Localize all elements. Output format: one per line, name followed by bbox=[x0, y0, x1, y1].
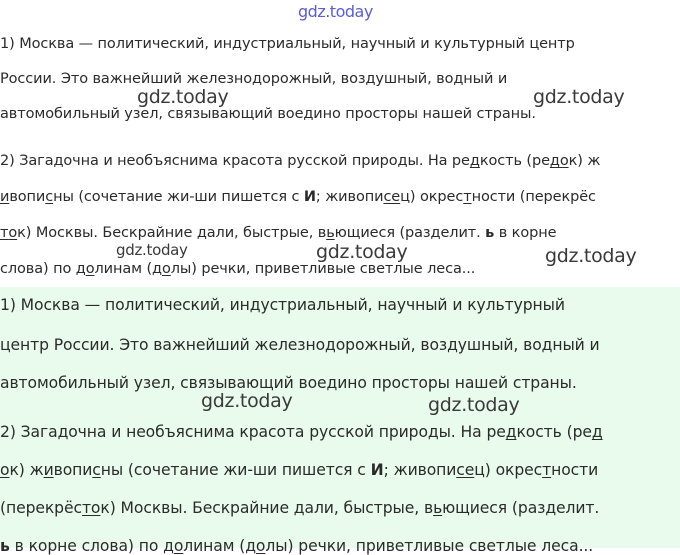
underlined-letter: се bbox=[456, 461, 475, 479]
s1-line2: России. Это важнейший железнодорожный, воздушный, водный и bbox=[0, 71, 508, 87]
text-span: ны (сочетание жи-ши пишется с bbox=[53, 189, 304, 205]
s1-p2-line1 bbox=[0, 153, 600, 169]
text-span: линам (д bbox=[183, 537, 256, 555]
watermark: gdz.today bbox=[533, 86, 625, 108]
text-span: вопи bbox=[53, 461, 93, 479]
s2-p2-line4 bbox=[0, 537, 593, 555]
s2-line1: 1) Москва — политический, индустриальный, научный и культурный bbox=[0, 296, 565, 314]
text-span: вопи bbox=[9, 189, 46, 205]
watermark: gdz.today bbox=[201, 390, 293, 412]
underlined-letter: се bbox=[383, 189, 401, 205]
underlined-letter: о bbox=[85, 261, 95, 277]
text-span: кость (ре bbox=[516, 423, 592, 441]
header-watermark: gdz.today bbox=[298, 2, 373, 21]
text-span: ности (перекрёс bbox=[471, 189, 596, 205]
text-span: к) ж bbox=[9, 461, 44, 479]
text-span: в корне слова) по д bbox=[9, 537, 174, 555]
s2-p2-line3 bbox=[0, 499, 599, 517]
underlined-letter: о bbox=[559, 153, 569, 169]
text-span: слова) по д bbox=[0, 261, 86, 277]
text-span: к) ж bbox=[568, 153, 601, 169]
underlined-letter: с bbox=[45, 189, 54, 205]
watermark: gdz.today bbox=[545, 245, 637, 267]
underlined-letter: о bbox=[0, 461, 10, 479]
underlined-letter: о bbox=[255, 537, 266, 555]
text-span: к) Москвы. Бескрайние дали, быстрые, в bbox=[100, 499, 434, 517]
underlined-letter: с bbox=[92, 461, 101, 479]
s1-p2-line3 bbox=[0, 225, 556, 241]
underlined-letter: о bbox=[161, 261, 171, 277]
text-span: ющиеся (разделит. bbox=[334, 225, 486, 241]
text-span: в корне bbox=[494, 225, 557, 241]
underlined-letter: т bbox=[542, 461, 552, 479]
text-span: ны (сочетание жи-ши пишется с bbox=[100, 461, 371, 479]
text-span: лы) речки, приветливые светлые леса... bbox=[265, 537, 594, 555]
text-span: кость (ре bbox=[479, 153, 550, 169]
underlined-letter: то bbox=[81, 499, 101, 517]
s1-line1: 1) Москва — политический, индустриальный, научный и культурный центр bbox=[0, 36, 575, 52]
text-span: к) Москвы. Бескрайние дали, быстрые, в bbox=[17, 225, 327, 241]
watermark: gdz.today bbox=[428, 394, 520, 416]
underlined-letter: о bbox=[8, 225, 18, 241]
s2-line3: автомобильный узел, связывающий воедино просторы нашей страны. bbox=[0, 374, 577, 392]
text-span: (перекрёс bbox=[0, 499, 82, 517]
bold-letter: И bbox=[303, 189, 316, 205]
underlined-letter: и bbox=[43, 461, 54, 479]
text-span: лы) речки, приветливые светлые леса... bbox=[170, 261, 476, 277]
s2-p2-line1 bbox=[0, 423, 603, 441]
text-span: ности bbox=[551, 461, 599, 479]
text-span: ющиеся (разделит. bbox=[442, 499, 600, 517]
s1-p2-line2 bbox=[0, 189, 596, 205]
bold-letter: И bbox=[370, 461, 384, 479]
bold-letter: ь bbox=[0, 537, 10, 555]
s2-p2-line2 bbox=[0, 461, 598, 479]
text-span: 2) Загадочна и необъяснима красота русской природы. На ре bbox=[0, 153, 470, 169]
watermark: gdz.today bbox=[137, 86, 229, 108]
watermark: gdz.today bbox=[316, 241, 408, 263]
text-span: ; живопи bbox=[383, 461, 457, 479]
underlined-letter: д bbox=[591, 423, 603, 441]
watermark: gdz.today bbox=[116, 241, 188, 259]
underlined-letter: т bbox=[0, 225, 9, 241]
bold-letter: ь bbox=[485, 225, 495, 241]
text-span: линам (д bbox=[94, 261, 162, 277]
s1-line3: автомобильный узел, связывающий воедино просторы нашей страны. bbox=[0, 106, 536, 122]
text-span: 2) Загадочна и необъяснима красота русской природы. На ре bbox=[0, 423, 506, 441]
underlined-letter: и bbox=[0, 189, 10, 205]
underlined-letter: о bbox=[173, 537, 184, 555]
s1-p2-line4 bbox=[0, 261, 475, 277]
text-span: ц) окрес bbox=[474, 461, 543, 479]
s2-line2: центр России. Это важнейший железнодорожный, воздушный, водный и bbox=[0, 336, 600, 354]
underlined-letter: д bbox=[549, 153, 560, 169]
underlined-letter: д bbox=[469, 153, 480, 169]
underlined-letter: ь bbox=[326, 225, 335, 241]
text-span: ц) окрес bbox=[400, 189, 464, 205]
text-span: ; живопи bbox=[315, 189, 384, 205]
underlined-letter: д bbox=[505, 423, 517, 441]
underlined-letter: т bbox=[463, 189, 472, 205]
underlined-letter: ь bbox=[433, 499, 443, 517]
